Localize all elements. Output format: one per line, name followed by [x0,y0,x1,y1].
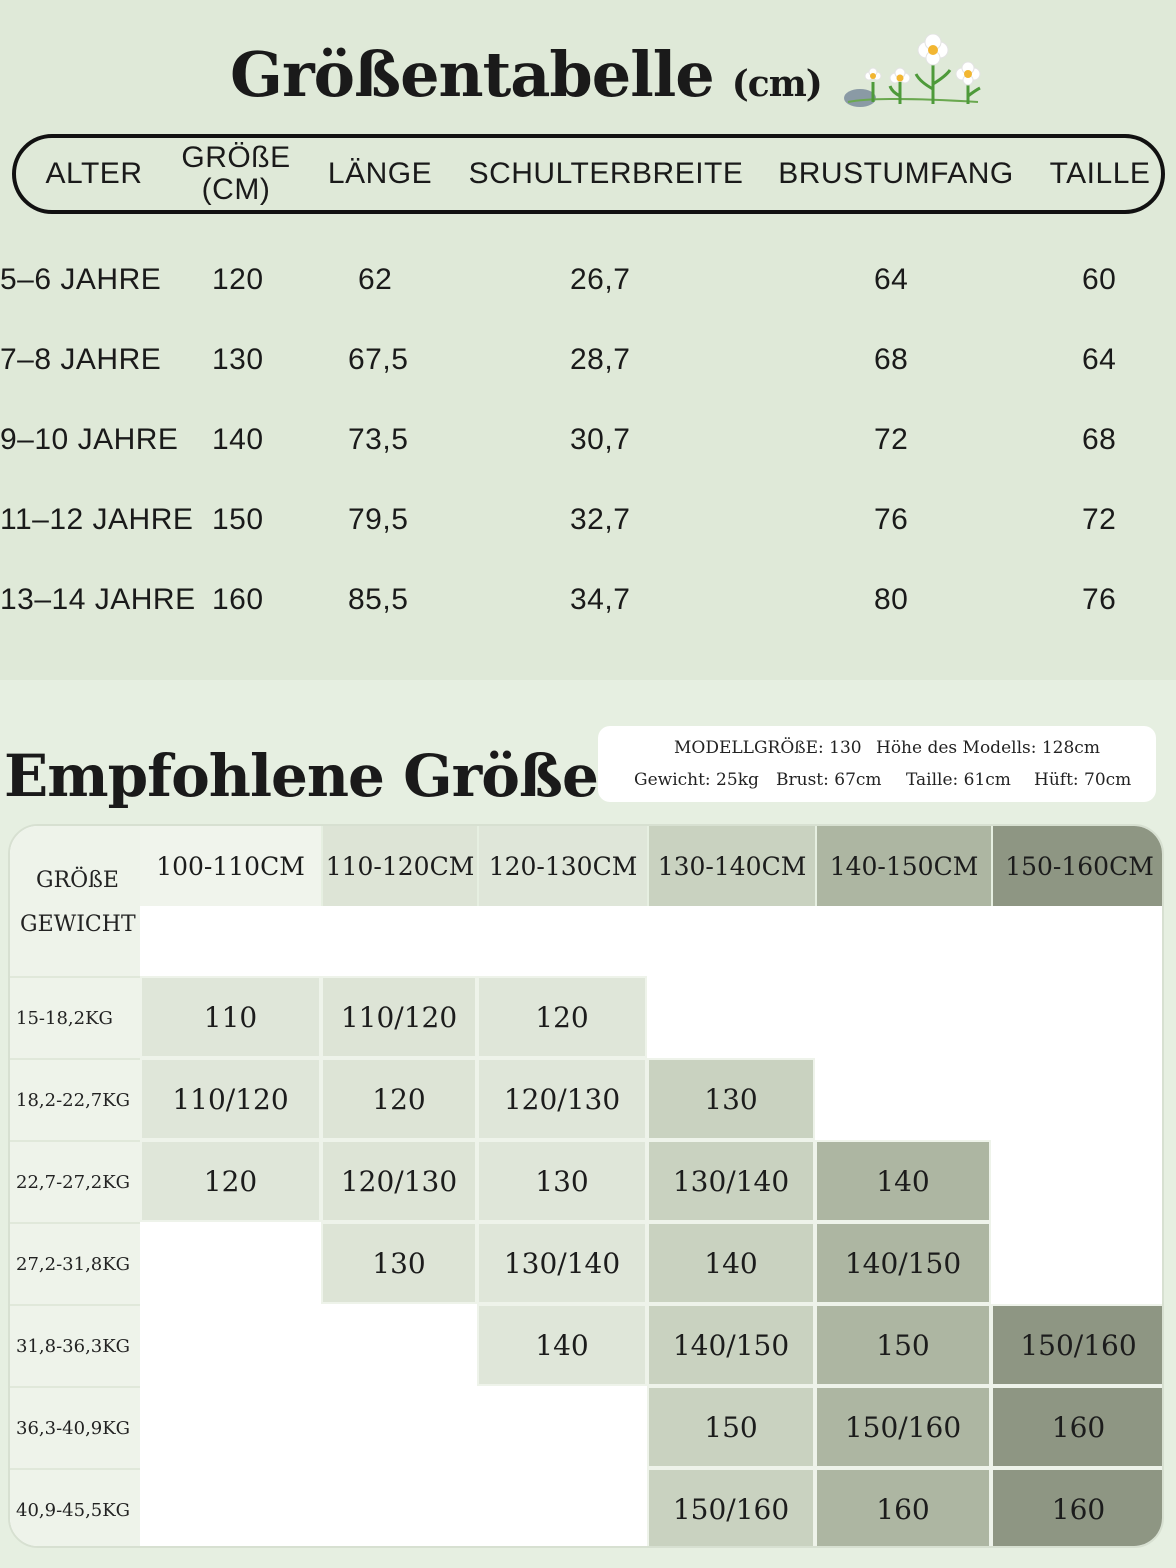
recommendation-cell: 140 [815,1140,991,1222]
cell-shoulder: 28,7 [570,343,631,376]
cell-age: 9–10 JAHRE [0,423,179,456]
recommendation-cell: 160 [815,1468,991,1548]
column-header: 120-130CM [477,826,647,906]
recommendation-cell: 150/160 [991,1304,1164,1386]
weight-label: 36,3-40,9KG [10,1386,140,1468]
size-chart-title [230,38,822,111]
recommendation-cell: 130 [647,1058,815,1140]
recommendation-cell: 110/120 [140,1058,321,1140]
recommendation-cell: 120 [140,1140,321,1222]
flower-illustration-icon [838,34,998,114]
recommendation-cell: 160 [991,1386,1164,1468]
column-header: 150-160CM [991,826,1164,906]
column-header: 100-110CM [140,826,321,906]
cell-chest: 80 [874,583,909,616]
recommendation-cell: 140 [477,1304,647,1386]
cell-age: 5–6 JAHRE [0,263,162,296]
size-chart-title-text: Größentabelle [230,38,714,111]
size-row [0,410,1176,470]
header-alter: ALTER [45,157,143,190]
column-header: 110-120CM [321,826,477,906]
cell-length: 79,5 [348,503,409,536]
cell-chest: 68 [874,343,909,376]
recommendation-title: Empfohlene Größe [4,742,598,810]
header-laenge: LÄNGE [327,157,433,190]
recommendation-cell: 150 [815,1304,991,1386]
recommendation-cell: 140 [647,1222,815,1304]
cell-chest: 64 [874,263,909,296]
recommendation-cell: 130/140 [647,1140,815,1222]
model-info-box [598,726,1156,802]
cell-length: 67,5 [348,343,409,376]
recommendation-cell: 160 [991,1468,1164,1548]
cell-age: 7–8 JAHRE [0,343,162,376]
size-row [0,330,1176,390]
recommendation-cell: 140/150 [815,1222,991,1304]
cell-age: 13–14 JAHRE [0,583,196,616]
cell-shoulder: 26,7 [570,263,631,296]
size-chart-unit: (cm) [731,63,822,105]
recommendation-cell: 130 [477,1140,647,1222]
size-chart-header [12,134,1165,214]
column-header: 130-140CM [647,826,815,906]
recommendation-cell: 130/140 [477,1222,647,1304]
cell-waist: 68 [1082,423,1117,456]
header-schulterbreite: SCHULTERBREITE [468,157,744,190]
column-header: 140-150CM [815,826,991,906]
model-weight: Gewicht: 25kg [634,770,759,790]
recommendation-cell: 120 [321,1058,477,1140]
weight-label: 18,2-22,7KG [10,1058,140,1140]
recommendation-table [8,824,1164,1548]
header-groesse: GRÖßE (CM) [181,141,291,206]
recommendation-cell: 150/160 [647,1468,815,1548]
cell-chest: 72 [874,423,909,456]
corner-size-label: GRÖßE [36,868,119,893]
model-height: Höhe des Modells: 128cm [876,738,1100,758]
recommendation-cell: 110/120 [321,976,477,1058]
cell-length: 73,5 [348,423,409,456]
recommendation-cell: 120/130 [321,1140,477,1222]
weight-label: 27,2-31,8KG [10,1222,140,1304]
header-taille: TAILLE [1049,157,1151,190]
header-brustumfang: BRUSTUMFANG [778,157,1014,190]
model-hip: Hüft: 70cm [1034,770,1132,790]
cell-size: 120 [212,263,264,296]
cell-waist: 60 [1082,263,1117,296]
cell-waist: 72 [1082,503,1117,536]
corner-cell [10,826,140,976]
size-row [0,490,1176,550]
recommendation-cell: 110 [140,976,321,1058]
corner-weight-label: GEWICHT [20,912,136,937]
model-waist: Taille: 61cm [906,770,1011,790]
recommendation-cell: 150 [647,1386,815,1468]
recommendation-cell: 120 [477,976,647,1058]
cell-shoulder: 34,7 [570,583,631,616]
cell-size: 130 [212,343,264,376]
recommendation-cell: 130 [321,1222,477,1304]
cell-age: 11–12 JAHRE [0,503,194,536]
cell-size: 150 [212,503,264,536]
cell-size: 140 [212,423,264,456]
cell-shoulder: 30,7 [570,423,631,456]
model-size: MODELLGRÖßE: 130 [674,738,862,758]
recommendation-cell: 120/130 [477,1058,647,1140]
cell-waist: 76 [1082,583,1117,616]
size-row [0,250,1176,310]
cell-length: 62 [358,263,393,296]
weight-label: 15-18,2KG [10,976,140,1058]
recommendation-cell: 150/160 [815,1386,991,1468]
cell-chest: 76 [874,503,909,536]
model-chest: Brust: 67cm [776,770,882,790]
size-chart-section [0,0,1176,680]
weight-label: 40,9-45,5KG [10,1468,140,1548]
cell-waist: 64 [1082,343,1117,376]
cell-size: 160 [212,583,264,616]
size-row [0,570,1176,630]
cell-shoulder: 32,7 [570,503,631,536]
weight-label: 22,7-27,2KG [10,1140,140,1222]
recommendation-cell: 140/150 [647,1304,815,1386]
weight-label: 31,8-36,3KG [10,1304,140,1386]
cell-length: 85,5 [348,583,409,616]
